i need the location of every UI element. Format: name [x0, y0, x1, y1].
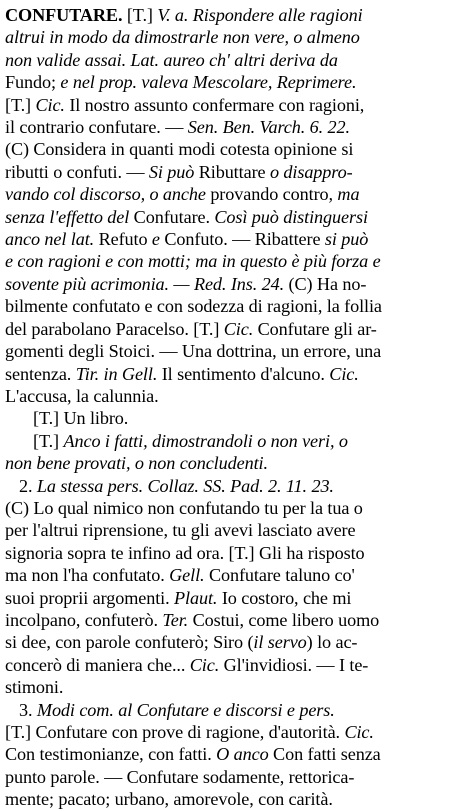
entry-text-run: Cic. — [223, 318, 254, 339]
entry-text-run: bilmente confutato e con sodezza di ragioni, la follia — [5, 296, 382, 317]
entry-line — [5, 631, 466, 653]
entry-text-run: del parabolano Paracelso. [T.] — [5, 318, 224, 339]
entry-text-run: punto parole. — Confutare sodamente, rettorica- — [5, 766, 355, 787]
entry-text-run: O anco — [216, 744, 269, 765]
entry-text-run: il servo — [253, 632, 307, 653]
entry-text-run: ; — [51, 72, 61, 93]
entry-text-run: ma non l'ha confutato. — [5, 565, 170, 586]
entry-line — [5, 318, 466, 340]
entry-text-run: Cic. — [344, 722, 374, 742]
entry-text-run: Confutare. — [133, 206, 215, 227]
entry-text-run: provando contro — [210, 184, 329, 205]
entry-text-run: mente; pacato; urbano, amorevole, con carità. — [5, 789, 333, 810]
entry-line — [5, 430, 466, 452]
entry-text-run: L'accusa, la calunnia. — [5, 385, 159, 406]
entry-line — [5, 183, 466, 205]
entry-line — [5, 161, 466, 183]
entry-line — [5, 766, 466, 788]
entry-text-run: Si può — [148, 161, 195, 182]
entry-line — [5, 340, 466, 362]
entry-text-run: Cic. — [189, 654, 220, 675]
entry-text-run: anco nel lat. — [5, 229, 95, 250]
entry-line — [5, 407, 466, 429]
entry-line — [5, 519, 466, 541]
headword: CONFUTARE. — [5, 5, 123, 25]
entry-line — [5, 206, 466, 228]
entry-text-run: Plaut. — [174, 587, 218, 608]
entry-text-run: Anco i fatti, dimostrandoli o non veri, o — [63, 430, 348, 451]
entry-text-run: senza l'effetto del — [5, 206, 134, 227]
entry-line — [5, 4, 466, 26]
entry-text-run: , ma — [328, 184, 360, 205]
entry-text-run: Il sentimento d'alcuno. — [157, 363, 330, 384]
entry-text-run: e nel prop. valeva Mescolare, Reprimere. — [60, 72, 357, 93]
entry-line — [5, 94, 466, 116]
entry-text-run: Fundo — [5, 72, 51, 93]
entry-text-run: Ter. — [162, 609, 189, 630]
entry-text-run: sovente più acrimonia. — Red. Ins. 24. — [5, 273, 285, 294]
entry-line — [5, 699, 466, 721]
entry-line — [5, 721, 466, 743]
entry-line — [5, 609, 466, 631]
entry-text-run: si può — [324, 229, 369, 250]
entry-text-run: [T.] — [122, 5, 158, 25]
entry-text-run: Confutare gli ar- — [253, 318, 377, 339]
entry-line — [5, 542, 466, 564]
entry-text-run: (C) Lo qual nimico non confutando tu per la tua o — [5, 497, 363, 518]
entry-text-run: sentenza. — [5, 363, 76, 384]
entry-line — [5, 654, 466, 676]
entry-text-run: gomenti degli Stoici. — Una dottrina, un errore, una — [5, 341, 382, 362]
entry-text-run: il contrario confutare. — — [5, 117, 188, 138]
entry-text-run: altrui in modo da dimostrarle non vere, o almeno — [5, 27, 360, 48]
entry-text-run: signoria sopra te infino ad ora. [T.] Gli ha risposto — [5, 542, 365, 563]
entry-text-run: concerò di maniera che... — [5, 654, 190, 675]
dictionary-entry-confutare — [5, 4, 466, 811]
entry-text-run: 3. — [19, 699, 37, 720]
entry-text-run: e — [151, 229, 160, 250]
entry-line — [5, 587, 466, 609]
entry-line — [5, 295, 466, 317]
entry-line — [5, 273, 466, 295]
entry-text-run: vando col discorso, o anche — [5, 184, 211, 205]
entry-text-run: Costui, come libero uomo — [188, 609, 380, 630]
entry-line — [5, 26, 466, 48]
entry-text-run: (C) Ha no- — [284, 273, 367, 294]
entry-text-run: Confutare taluno co' — [204, 565, 355, 586]
entry-line — [5, 452, 466, 474]
entry-text-run: Sen. Ben. Varch. 6. 22. — [187, 117, 350, 138]
entry-line — [5, 676, 466, 698]
entry-text-run: (C) Considera in quanti modi cotesta opinione si — [5, 139, 354, 160]
entry-line — [5, 743, 466, 765]
entry-line — [5, 788, 466, 810]
entry-text-run: ) lo ac- — [306, 632, 358, 653]
entry-text-run: Ributtare — [194, 161, 270, 182]
entry-line — [5, 385, 466, 407]
entry-line — [5, 250, 466, 272]
entry-line — [5, 49, 466, 71]
entry-text-run: stimoni. — [5, 677, 64, 698]
entry-text-run: ributti o confuti. — — [5, 161, 149, 182]
entry-line — [5, 363, 466, 385]
entry-line — [5, 138, 466, 160]
entry-text-run: Così può distinguersi — [214, 206, 368, 227]
entry-text-run: non valide assai. Lat. aureo ch' altri deriva da — [5, 49, 338, 70]
entry-text-run: Tir. in Gell. — [75, 363, 158, 384]
entry-text-run: Io costoro, che mi — [217, 587, 352, 608]
entry-text-run: Refuto — [94, 229, 152, 250]
entry-text-run: per l'altrui riprensione, tu gli avevi lasciato avere — [5, 520, 356, 541]
entry-line — [5, 228, 466, 250]
entry-text-run: [T.] Un libro. — [33, 408, 129, 429]
entry-text-run: Gl'invidiosi. — I te- — [219, 654, 369, 675]
entry-text-run: V. a. Rispondere alle ragioni — [157, 5, 363, 25]
entry-line — [5, 564, 466, 586]
entry-text-run: La stessa pers. Collaz. SS. Pad. 2. 11. 23. — [36, 475, 334, 496]
entry-text-run: [T.] — [5, 94, 36, 115]
entry-text-run: [T.] Confutare con prove di ragione, d'autorità. — [5, 722, 345, 742]
entry-line — [5, 116, 466, 138]
entry-line — [5, 475, 466, 497]
entry-text-run: Gell. — [169, 565, 205, 586]
entry-text-run: e con ragioni e con motti; ma in questo è più forza e — [5, 251, 381, 272]
entry-text-run: 2. — [19, 475, 37, 496]
entry-text-run: Il nostro assunto confermare con ragioni, — [64, 94, 365, 115]
entry-line — [5, 497, 466, 519]
entry-text-run: Cic. — [35, 94, 65, 115]
entry-text-run: Modi com. al Confutare e discorsi e pers. — [36, 699, 335, 720]
entry-text-run: incolpano, confuterò. — [5, 609, 163, 630]
entry-text-run: o disappro- — [269, 161, 353, 182]
entry-line — [5, 71, 466, 93]
entry-text-run: non bene provati, o non concludenti. — [5, 453, 268, 474]
entry-text-run: suoi proprii argomenti. — [5, 587, 175, 608]
entry-text-run: si dee, con parole confuterò; Siro ( — [5, 632, 254, 653]
entry-text-run: Cic. — [329, 363, 359, 384]
entry-text-run: [T.] — [33, 430, 64, 451]
entry-text-run: Con fatti senza — [268, 744, 381, 765]
entry-text-run: Con testimonianze, con fatti. — [5, 744, 217, 765]
entry-text-run: Confuto. — Ribattere — [159, 229, 325, 250]
